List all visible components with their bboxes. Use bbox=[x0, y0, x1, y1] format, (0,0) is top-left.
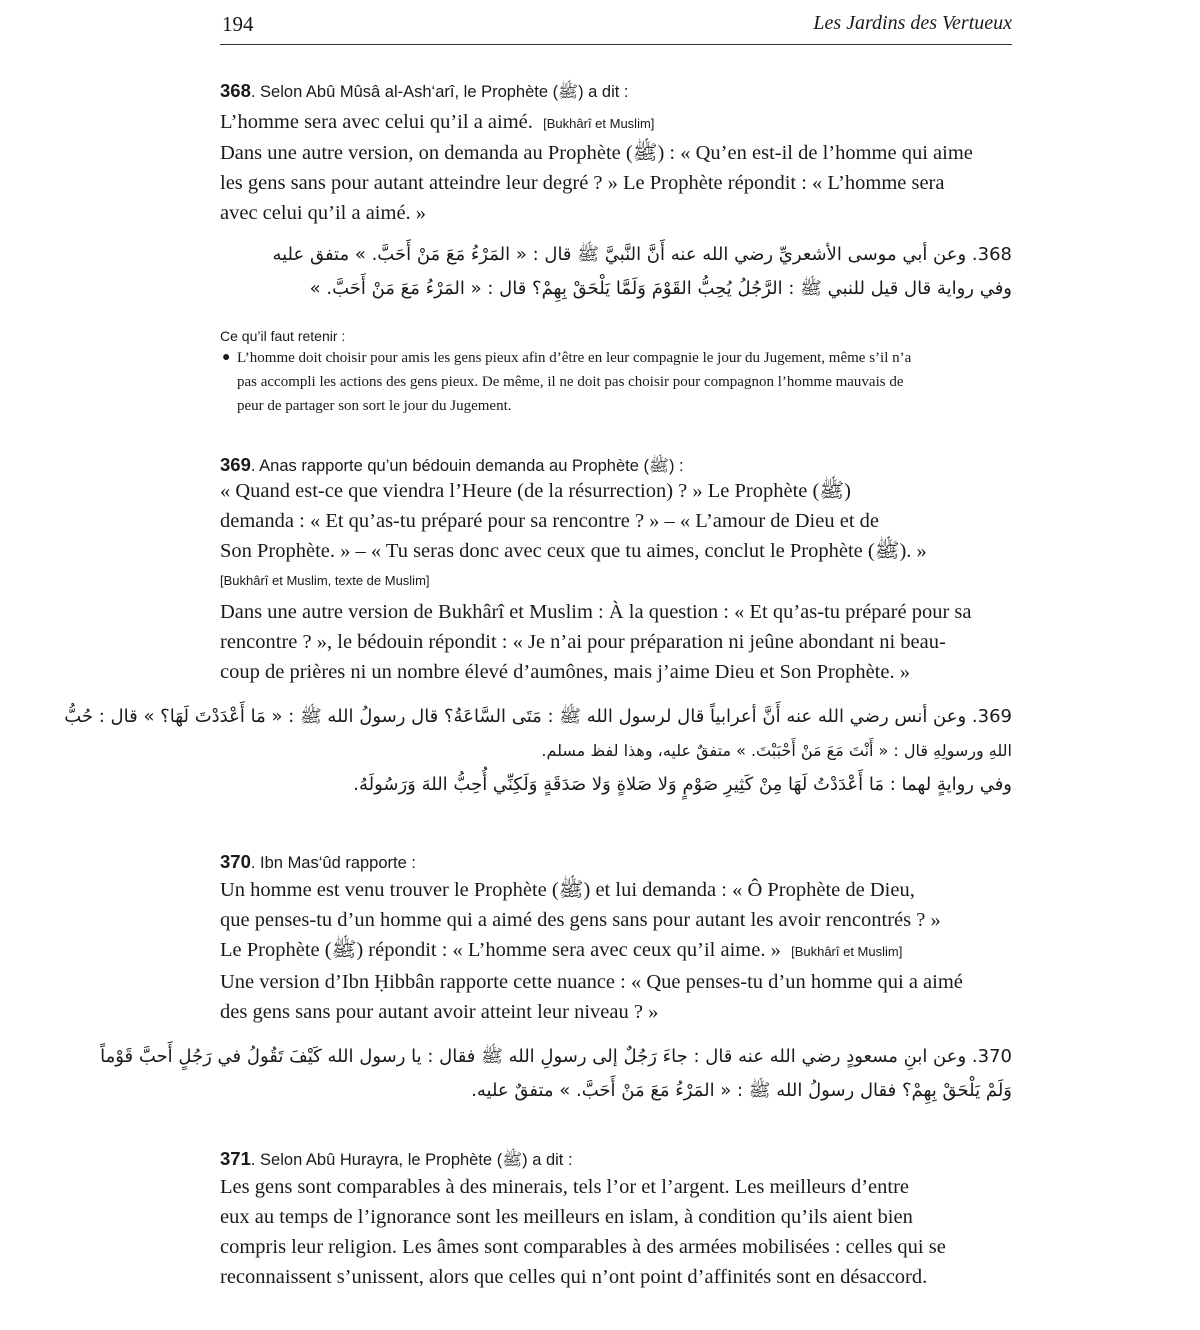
hadith-371-text bbox=[220, 1172, 1012, 1292]
source-reference: [Bukhârî et Muslim] bbox=[543, 116, 655, 131]
hadith-369-text bbox=[220, 476, 1012, 566]
hadith-number: 369 bbox=[220, 454, 251, 475]
hadith-intro: . Selon Abû Hurayra, le Prophète (ﷺ) a dit : bbox=[250, 1151, 573, 1169]
arabic-line: 368. وعن أبي موسى الأشعريِّ رضي الله عنه أَنَّ النَّبيَّ ﷺ قال : « المَرْءُ مَعَ مَنْ أَحَبَّ. » متفق عليه bbox=[272, 244, 1012, 265]
hadith-368-heading bbox=[220, 80, 629, 106]
text-line: compris leur religion. Les âmes sont comparables à des armées mobilisées : celles qui se bbox=[220, 1236, 946, 1258]
arabic-line: 370. وعن ابنِ مسعودٍ رضي الله عنه قال : جاءَ رَجُلٌ إلى رسولِ الله ﷺ فقال : يا رسول الله كَيْفَ تَقُولُ في رَجُلٍ أَحبَّ قَوْماً bbox=[100, 1046, 1012, 1067]
source-reference: [Bukhârî et Muslim, texte de Muslim] bbox=[220, 573, 430, 588]
text-line: Les gens sont comparables à des minerais, tels l’or et l’argent. Les meilleurs d’entre bbox=[220, 1176, 909, 1198]
arabic-line: وَلَمْ يَلْحَقْ بِهِمْ؟ فقال رسولُ الله ﷺ : « المَرْءُ مَعَ مَنْ أَحَبَّ. » متفقٌ عليه. bbox=[471, 1080, 1012, 1101]
text-line: Le Prophète (ﷺ) répondit : « L’homme sera avec ceux qu’il aime. » bbox=[220, 939, 781, 961]
retain-bullet bbox=[220, 346, 1012, 418]
arabic-line: 369. وعن أنس رضي الله عنه أَنَّ أعرابياً قال لرسول الله ﷺ : مَتَى السَّاعَةُ؟ قال رسولُ الله ﷺ : « مَا أَعْدَدْتَ لَهَا؟ » قال : حُبُّ bbox=[64, 706, 1012, 727]
text-line: que penses-tu d’un homme qui a aimé des gens sans pour autant les avoir rencontrés ? » bbox=[220, 909, 941, 931]
arabic-line: وفي رواية قال قيل للنبي ﷺ : الرَّجُلُ يُحِبُّ القَوْمَ وَلَمَّا يَلْحَقْ بِهِمْ؟ قال : « المَرْءُ مَعَ مَنْ أَحَبَّ. » bbox=[309, 278, 1012, 299]
hadith-368-arabic bbox=[220, 238, 1012, 306]
arabic-line: اللهِ ورسولِهِ قال : « أَنْتَ مَعَ مَنْ أَحْبَبْتَ. » متفقٌ عليه، وهذا لفظ مسلم. bbox=[541, 741, 1012, 760]
hadith-368-text bbox=[220, 107, 1012, 139]
hadith-intro: . Anas rapporte qu’un bédouin demanda au Prophète (ﷺ) : bbox=[250, 457, 684, 475]
text-line: « Quand est-ce que viendra l’Heure (de la résurrection) ? » Le Prophète (ﷺ) bbox=[220, 480, 851, 502]
text-line: Dans une autre version de Bukhârî et Muslim : À la question : « Et qu’as-tu préparé pour sa bbox=[220, 601, 972, 623]
hadith-number: 370 bbox=[220, 851, 251, 872]
hadith-370-text bbox=[220, 875, 1012, 1027]
text-line: Son Prophète. » – « Tu seras donc avec ceux que tu aimes, conclut le Prophète (ﷺ). » bbox=[220, 540, 927, 562]
hadith-intro: . Ibn Mas‘ûd rapporte : bbox=[250, 854, 416, 872]
text-line: coup de prières ni un nombre élevé d’aumônes, mais j’aime Dieu et Son Prophète. » bbox=[220, 661, 910, 683]
header-rule bbox=[220, 44, 1012, 45]
text-line: des gens sans pour autant avoir atteint leur niveau ? » bbox=[220, 1001, 659, 1023]
running-head bbox=[220, 12, 1012, 38]
page-number: 194 bbox=[222, 12, 254, 36]
bullet-icon: ● bbox=[222, 350, 231, 365]
retain-title: Ce qu’il faut retenir : bbox=[220, 328, 346, 344]
hadith-369-version bbox=[220, 597, 1012, 687]
text-line: L’homme sera avec celui qu’il a aimé. bbox=[220, 111, 533, 133]
text-line: avec celui qu’il a aimé. » bbox=[220, 202, 427, 224]
text-line: rencontre ? », le bédouin répondit : « Je n’ai pour préparation ni jeûne abondant ni beau- bbox=[220, 631, 946, 653]
hadith-368-version bbox=[220, 138, 1012, 228]
book-title: Les Jardins des Vertueux bbox=[813, 12, 1012, 34]
hadith-370-arabic bbox=[100, 1040, 1012, 1108]
hadith-number: 368 bbox=[220, 80, 251, 101]
text-line: Un homme est venu trouver le Prophète (ﷺ) et lui demanda : « Ô Prophète de Dieu, bbox=[220, 879, 915, 901]
hadith-number: 371 bbox=[220, 1148, 251, 1169]
hadith-370-heading bbox=[220, 851, 416, 873]
arabic-line: وفي روايةٍ لهما : مَا أَعْدَدْتُ لَهَا مِنْ كَثِيرِ صَوْمٍ وَلا صَلاةٍ وَلا صَدَقَةٍ وَلَكِنِّي أُحِبُّ اللهَ وَرَسُولَهُ. bbox=[353, 774, 1012, 795]
source-reference: [Bukhârî et Muslim] bbox=[791, 944, 903, 959]
bullet-line: peur de partager son sort le jour du Jugement. bbox=[237, 398, 512, 414]
bullet-line: L’homme doit choisir pour amis les gens pieux afin d’être en leur compagnie le jour du Jugement, même s’il n’a bbox=[237, 350, 912, 366]
hadith-371-heading bbox=[220, 1148, 573, 1174]
text-line: Une version d’Ibn Ḥibbân rapporte cette nuance : « Que penses-tu d’un homme qui a aimé bbox=[220, 971, 963, 993]
text-line: demanda : « Et qu’as-tu préparé pour sa rencontre ? » – « L’amour de Dieu et de bbox=[220, 510, 879, 532]
text-line: eux au temps de l’ignorance sont les meilleurs en islam, à condition qu’ils aient bien bbox=[220, 1206, 913, 1228]
hadith-intro: . Selon Abû Mûsâ al-Ash‘arî, le Prophète (ﷺ) a dit : bbox=[250, 83, 629, 101]
bullet-line: pas accompli les actions des gens pieux. De même, il ne doit pas choisir pour compagnon l’homme mauvais de bbox=[237, 374, 904, 390]
text-line: les gens sans pour autant atteindre leur degré ? » Le Prophète répondit : « L’homme sera bbox=[220, 172, 945, 194]
hadith-369-arabic bbox=[64, 700, 1012, 802]
text-line: Dans une autre version, on demanda au Prophète (ﷺ) : « Qu’en est-il de l’homme qui aime bbox=[220, 142, 973, 164]
text-line: reconnaissent s’unissent, alors que celles qui n’ont point d’affinités sont en désaccord. bbox=[220, 1266, 928, 1288]
